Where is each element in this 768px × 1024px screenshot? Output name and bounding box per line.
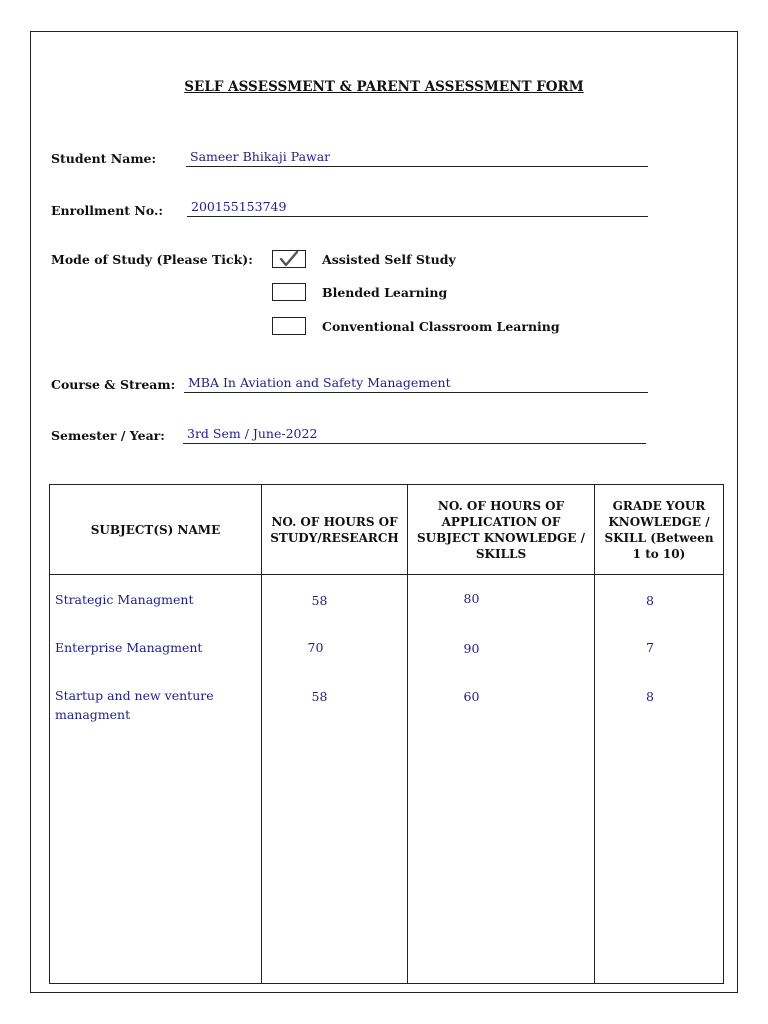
header-study-hours: NO. OF HOURS OF STUDY/RESEARCH (270, 514, 399, 545)
conventional-classroom-label: Conventional Classroom Learning (322, 319, 560, 334)
mode-of-study-label: Mode of Study (Please Tick): (51, 252, 253, 267)
table-row-2-grade: 7 (646, 640, 654, 655)
table-row-3-study-hours: 58 (311, 689, 328, 704)
student-name-label: Student Name: (51, 151, 157, 166)
assisted-self-study-checkbox[interactable] (272, 250, 306, 268)
blended-learning-checkbox[interactable] (272, 283, 306, 301)
checkmark-icon (272, 250, 306, 268)
table-row-2-application-hours: 90 (463, 641, 480, 656)
assisted-self-study-label: Assisted Self Study (322, 252, 456, 267)
table-row-1-application-hours: 80 (463, 591, 480, 606)
table-row-3-grade: 8 (646, 689, 654, 704)
enrollment-label: Enrollment No.: (51, 203, 163, 218)
student-name-field[interactable]: Sameer Bhikaji Pawar (186, 149, 648, 167)
enrollment-field[interactable]: 200155153749 (187, 199, 648, 217)
form-title (0, 79, 768, 95)
table-row-3-application-hours: 60 (463, 689, 480, 704)
table-row-1-study-hours: 58 (311, 593, 328, 608)
table-row-1-grade: 8 (646, 593, 654, 608)
conventional-classroom-checkbox[interactable] (272, 317, 306, 335)
header-subject-name: SUBJECT(S) NAME (90, 522, 221, 537)
course-stream-field[interactable]: MBA In Aviation and Safety Management (184, 375, 648, 393)
semester-year-field[interactable]: 3rd Sem / June-2022 (183, 426, 646, 444)
table-header-divider (50, 574, 723, 575)
semester-year-label: Semester / Year: (51, 428, 165, 443)
table-row-2-study-hours: 70 (307, 640, 324, 655)
course-stream-label: Course & Stream: (51, 377, 176, 392)
form-title-text: SELF ASSESSMENT & PARENT ASSESSMENT FORM (184, 79, 584, 95)
blended-learning-label: Blended Learning (322, 285, 448, 300)
header-application-hours: NO. OF HOURS OF APPLICATION OF SUBJECT KNOWLEDGE / SKILLS (416, 498, 586, 561)
header-grade: GRADE YOUR KNOWLEDGE / SKILL (Between 1 to 10) (604, 498, 714, 561)
subjects-table (49, 484, 724, 984)
table-row-2-subject: Enterprise Managment (55, 640, 203, 655)
table-row-1-subject: Strategic Managment (55, 592, 194, 607)
table-row-3-subject: Startup and new venture managment (55, 688, 214, 722)
